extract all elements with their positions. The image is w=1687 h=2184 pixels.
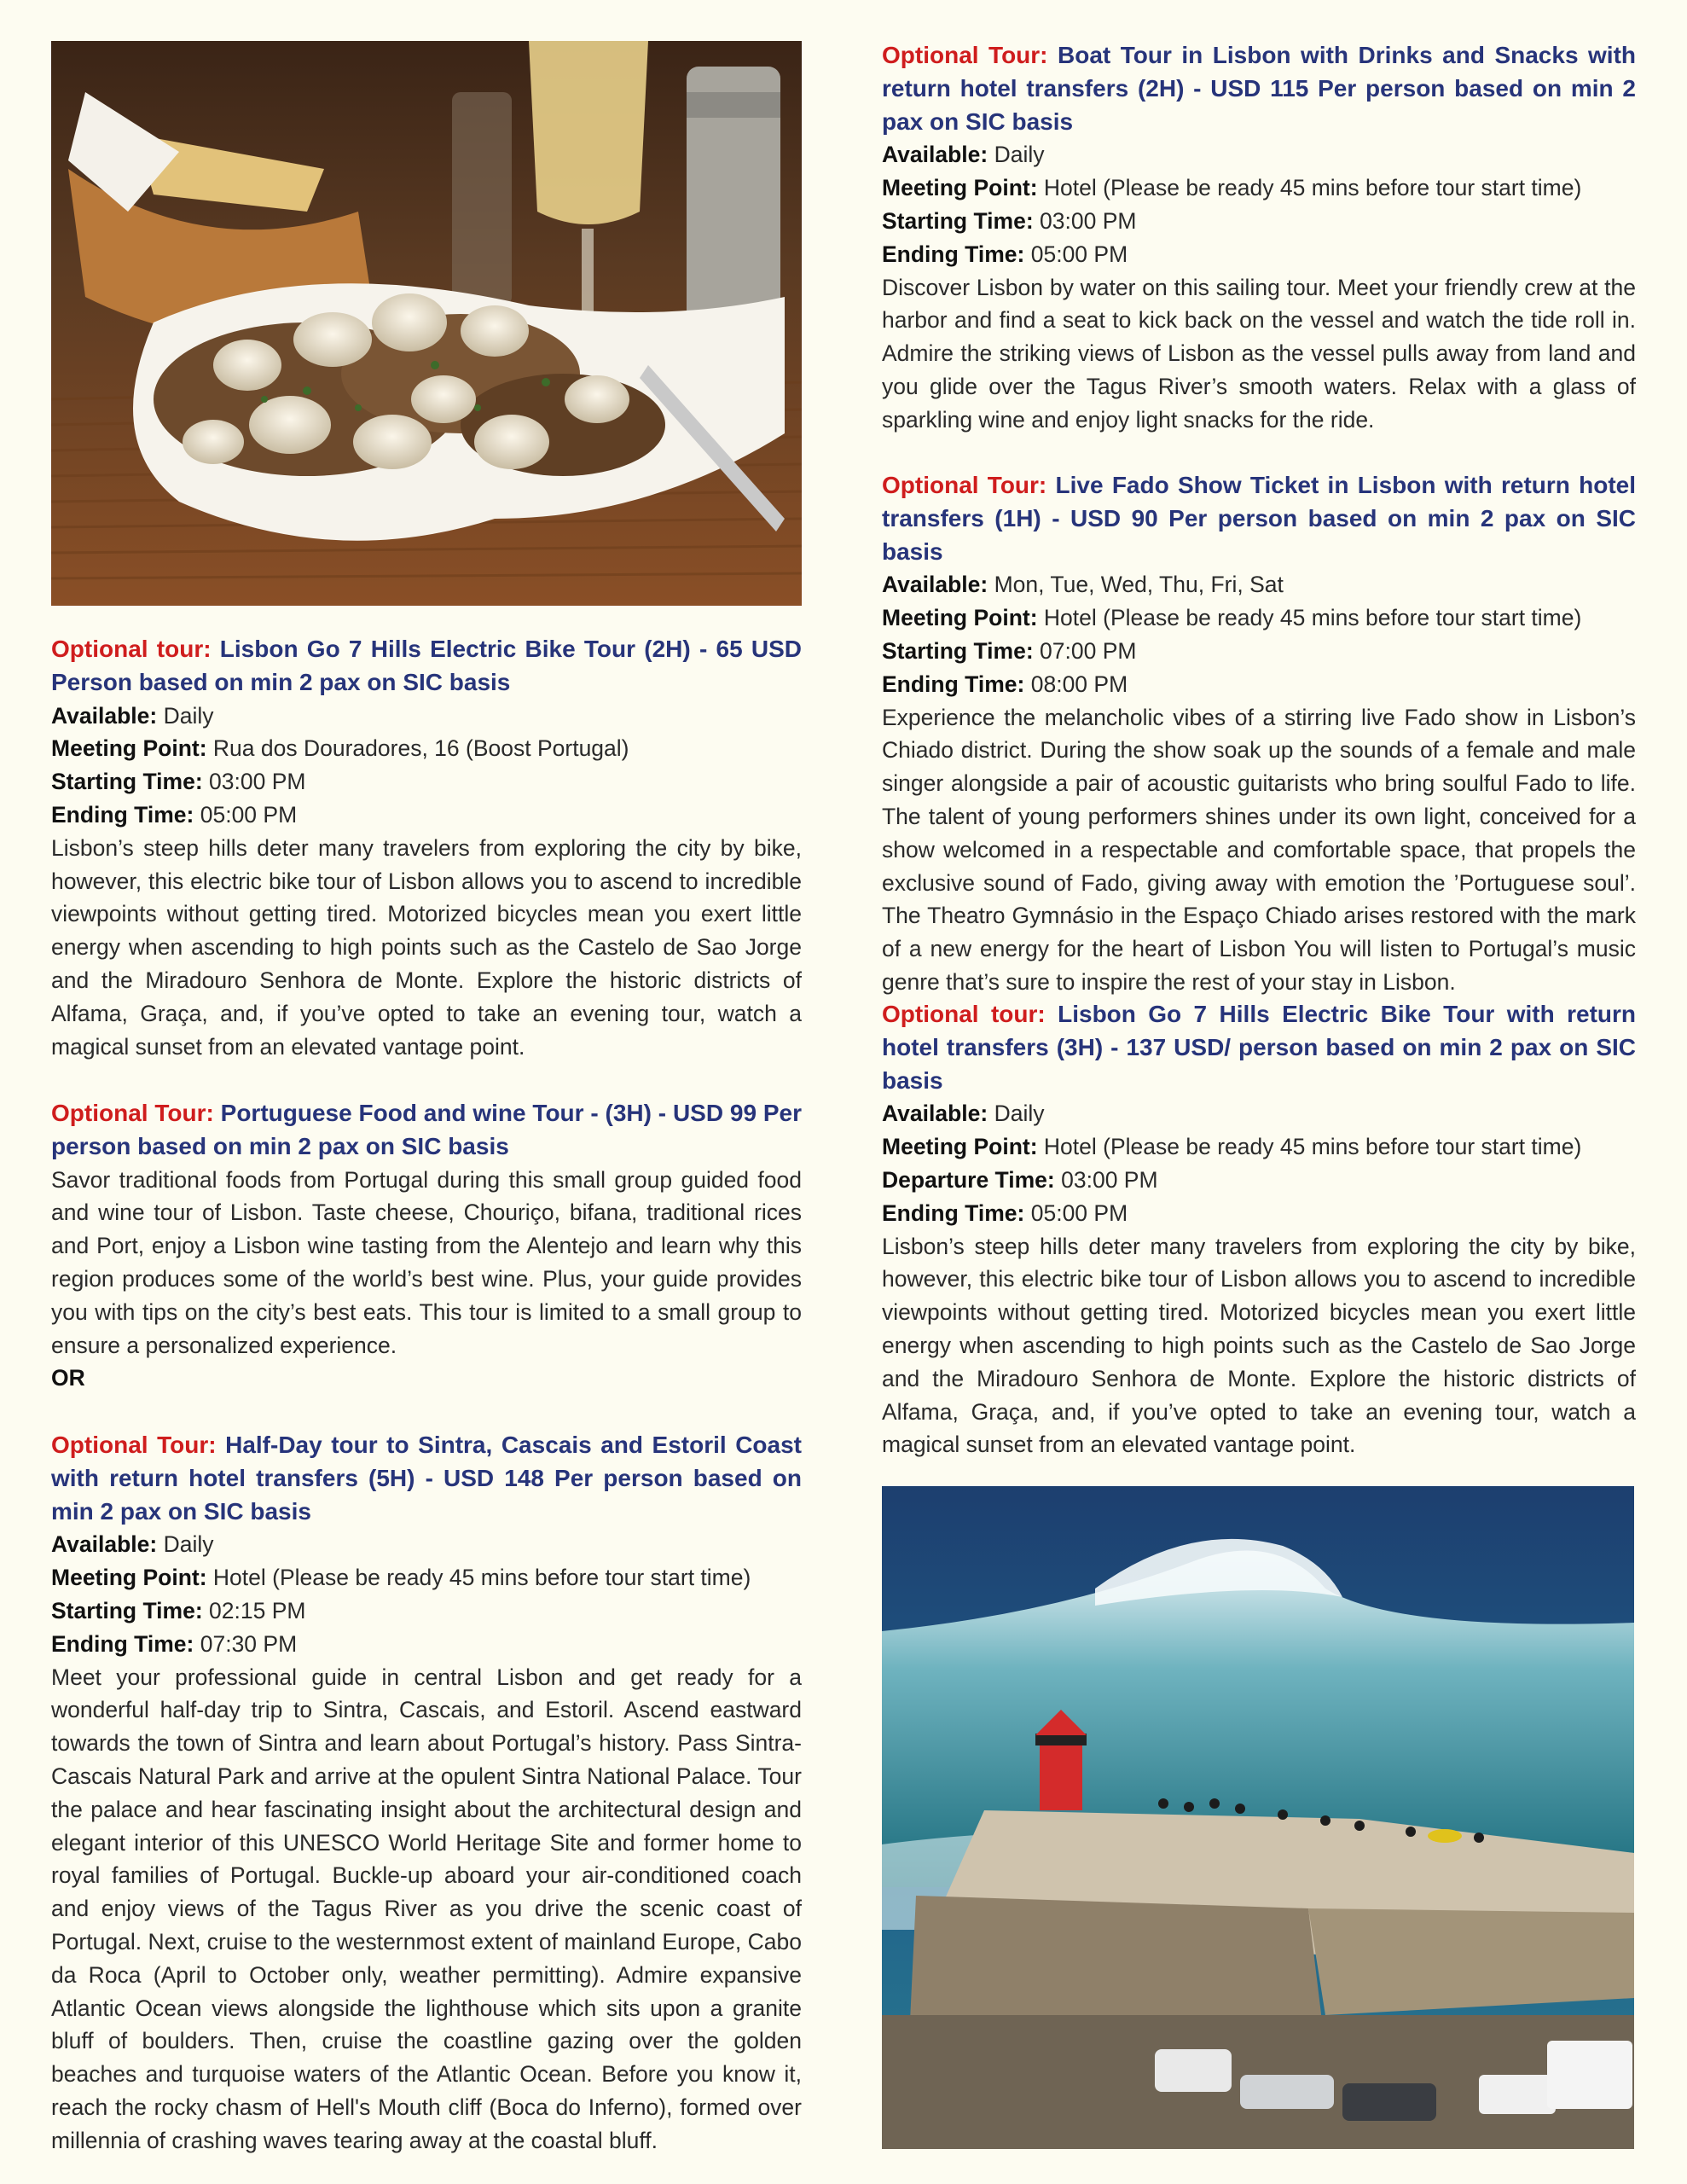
tour-bike-2h xyxy=(51,633,802,1063)
meeting-point-row xyxy=(51,1561,802,1594)
meeting-point-label: Meeting Point: xyxy=(882,175,1038,201)
meeting-point-label: Meeting Point: xyxy=(882,1134,1038,1160)
tour-prefix: Optional Tour: xyxy=(51,1100,214,1126)
ending-time-row xyxy=(882,238,1636,271)
starting-time-value: 07:00 PM xyxy=(1040,637,1137,664)
tour-food-wine xyxy=(51,1097,802,1395)
tour-bike-3h xyxy=(882,998,1636,1461)
available-value: Daily xyxy=(994,1101,1045,1127)
tour-heading xyxy=(51,633,802,700)
tour-title: Boat Tour in Lisbon with Drinks and Snacks with return hotel transfers (2H) - USD 115 Per person based on min 2 pax on SIC basis xyxy=(882,42,1637,135)
starting-time-value: 02:15 PM xyxy=(209,1597,306,1623)
tour-description: Savor traditional foods from Portugal during this small group guided food and wine tour of Lisbon. Taste cheese, Chouriço, bifana, traditional rices and Port, enjoy a Lisbon wine tasting from the Alentejo and learn why this region produces some of the world’s best wine. Plus, your guide provides you with tips on the city’s best eats. This tour is limited to a small group to ensure a personalized experience. xyxy=(51,1166,802,1358)
available-row xyxy=(51,1528,802,1561)
starting-time-row xyxy=(51,1594,802,1628)
available-row xyxy=(882,1097,1636,1130)
tour-description: Lisbon’s steep hills deter many travelers from exploring the city by bike, however, this electric bike tour of Lisbon allows you to ascend to incredible viewpoints without getting tired. Motorized bicycles mean you exert little energy when ascending to high points such as the Castelo de Sao Jorge and the Miradouro Senhora de Monte. Explore the historic districts of Alfama, Graça, and, if you’ve opted to take an evening tour, watch a magical sunset from an elevated vantage point. xyxy=(51,834,802,1060)
tour-title: Lisbon Go 7 Hills Electric Bike Tour (2H) - 65 USD Person based on min 2 pax on SIC basis xyxy=(51,636,803,695)
starting-time-label: Starting Time: xyxy=(882,637,1034,664)
tour-prefix: Optional tour: xyxy=(882,1001,1046,1027)
ending-time-label: Ending Time: xyxy=(882,241,1025,267)
available-row xyxy=(882,568,1636,601)
tour-description: Discover Lisbon by water on this sailing tour. Meet your friendly crew at the harbor and find a seat to kick back on the vessel and watch the tide roll in. Admire the striking views of Lisbon as the vessel pulls away from land and you glide over the Tagus River’s smooth waters. Relax with a glass of sparkling wine and enjoy light snacks for the ride. xyxy=(882,274,1636,433)
tour-sintra-cascais xyxy=(51,1429,802,2158)
tour-heading xyxy=(882,39,1636,138)
food-photo xyxy=(51,41,802,606)
available-label: Available: xyxy=(882,1101,988,1127)
tour-prefix: Optional tour: xyxy=(51,636,212,662)
tour-heading xyxy=(51,1097,802,1164)
tour-prefix: Optional Tour: xyxy=(882,472,1047,498)
tour-title: Half-Day tour to Sintra, Cascais and Estoril Coast with return hotel transfers (5H) - USD 148 Per person based on min 2 pax on SIC basis xyxy=(51,1432,803,1525)
meeting-point-value: Hotel (Please be ready 45 mins before tour start time) xyxy=(1043,175,1582,201)
ending-time-label: Ending Time: xyxy=(882,1199,1025,1226)
meeting-point-row xyxy=(882,1130,1636,1164)
available-label: Available: xyxy=(882,572,988,598)
tour-title: Lisbon Go 7 Hills Electric Bike Tour with return hotel transfers (3H) - 137 USD/ person based on min 2 pax on SIC basis xyxy=(882,1001,1636,1094)
tour-description: Meet your professional guide in central Lisbon and get ready for a wonderful half-day trip to Sintra, Cascais, and Estoril. Ascend eastward towards the town of Sintra and learn about Portugal’s history. Pass Sintra-Cascais Natural Park and arrive at the opulent Sintra National Palace. Tour the palace and hear fascinating insight about the architectural design and elegant interior of this UNESCO World Heritage Site and former home to royal families of Portugal. Buckle-up aboard your air-conditioned coach and enjoy views of the Tagus River as you drive the scenic coast of Portugal. Next, cruise to the westernmost extent of mainland Europe, Cabo da Roca (April to October only, weather permitting). Admire expansive Atlantic Ocean views alongside the lighthouse which sits upon a granite bluff of boulders. Then, cruise the coastline gazing over the golden beaches and turquoise waters of the Atlantic Ocean. Before you know it, reach the rocky chasm of Hell's Mouth cliff (Boca do Inferno), formed over millennia of crashing waves tearing away at the coastal bluff. xyxy=(51,1664,802,2153)
departure-time-value: 03:00 PM xyxy=(1061,1166,1158,1193)
departure-time-row xyxy=(882,1164,1636,1197)
available-value: Daily xyxy=(163,1531,214,1558)
meeting-point-label: Meeting Point: xyxy=(51,1565,207,1591)
ending-time-value: 05:00 PM xyxy=(1030,1199,1128,1226)
ending-time-row xyxy=(51,1628,802,1661)
available-row xyxy=(51,700,802,733)
meeting-point-value: Rua dos Douradores, 16 (Boost Portugal) xyxy=(212,735,629,762)
tour-heading xyxy=(51,1429,802,1528)
tour-description: Lisbon’s steep hills deter many travelers from exploring the city by bike, however, this electric bike tour of Lisbon allows you to ascend to incredible viewpoints without getting tired. Motorized bicycles mean you exert little energy when ascending to high points such as the Castelo de Sao Jorge and the Miradouro Senhora de Monte. Explore the historic districts of Alfama, Graça, and, if you’ve opted to take an evening tour, watch a magical sunset from an elevated vantage point. xyxy=(882,1233,1636,1458)
starting-time-row xyxy=(882,205,1636,238)
meeting-point-row xyxy=(51,732,802,765)
tour-heading xyxy=(882,469,1636,568)
starting-time-row xyxy=(882,635,1636,668)
tour-prefix: Optional Tour: xyxy=(882,42,1048,68)
ending-time-row xyxy=(882,1197,1636,1230)
available-row xyxy=(882,138,1636,171)
meeting-point-value: Hotel (Please be ready 45 mins before tour start time) xyxy=(1043,1134,1582,1160)
or-separator: OR xyxy=(51,1365,85,1391)
tour-title: Live Fado Show Ticket in Lisbon with return hotel transfers (1H) - USD 90 Per person based on min 2 pax on SIC basis xyxy=(882,472,1637,565)
starting-time-label: Starting Time: xyxy=(882,207,1034,234)
tour-heading xyxy=(882,998,1636,1097)
tour-description: Experience the melancholic vibes of a stirring live Fado show in Lisbon’s Chiado district. During the show soak up the sounds of a female and male singer alongside a pair of acoustic guitarists who bring soulful Fado to life. The talent of young performers shines under its own light, conceived for a show welcomed in a respectable and comfortable space, that propels the exclusive sound of Fado, giving away with emotion the ’Portuguese soul’. The Theatro Gymnásio in the Espaço Chiado arises restored with the mark of a new energy for the heart of Lisbon You will listen to Portugal’s music genre that’s sure to inspire the rest of your stay in Lisbon. xyxy=(882,704,1636,995)
meeting-point-row xyxy=(882,601,1636,635)
starting-time-label: Starting Time: xyxy=(51,769,203,795)
tour-title: Portuguese Food and wine Tour - (3H) - USD 99 Per person based on min 2 pax on SIC basis xyxy=(51,1100,802,1159)
meeting-point-row xyxy=(882,171,1636,205)
ending-time-value: 07:30 PM xyxy=(200,1630,298,1657)
ending-time-row xyxy=(51,799,802,832)
available-value: Mon, Tue, Wed, Thu, Fri, Sat xyxy=(994,572,1284,598)
available-label: Available: xyxy=(51,702,158,729)
available-label: Available: xyxy=(51,1531,158,1558)
starting-time-value: 03:00 PM xyxy=(209,769,306,795)
departure-time-label: Departure Time: xyxy=(882,1166,1055,1193)
available-label: Available: xyxy=(882,142,988,168)
tour-boat xyxy=(882,39,1636,437)
wave-photo xyxy=(882,1486,1634,2149)
ending-time-label: Ending Time: xyxy=(51,1630,194,1657)
available-value: Daily xyxy=(163,702,214,729)
ending-time-value: 05:00 PM xyxy=(200,801,298,828)
tour-prefix: Optional Tour: xyxy=(51,1432,217,1458)
meeting-point-label: Meeting Point: xyxy=(51,735,207,762)
starting-time-label: Starting Time: xyxy=(51,1597,203,1623)
ending-time-label: Ending Time: xyxy=(51,801,194,828)
meeting-point-label: Meeting Point: xyxy=(882,605,1038,631)
ending-time-value: 08:00 PM xyxy=(1030,671,1128,697)
starting-time-row xyxy=(51,765,802,799)
ending-time-row xyxy=(882,668,1636,701)
ending-time-value: 05:00 PM xyxy=(1030,241,1128,267)
meeting-point-value: Hotel (Please be ready 45 mins before tour start time) xyxy=(1043,605,1582,631)
starting-time-value: 03:00 PM xyxy=(1040,207,1137,234)
ending-time-label: Ending Time: xyxy=(882,671,1025,697)
meeting-point-value: Hotel (Please be ready 45 mins before tour start time) xyxy=(212,1565,751,1591)
available-value: Daily xyxy=(994,142,1045,168)
tour-fado xyxy=(882,469,1636,999)
